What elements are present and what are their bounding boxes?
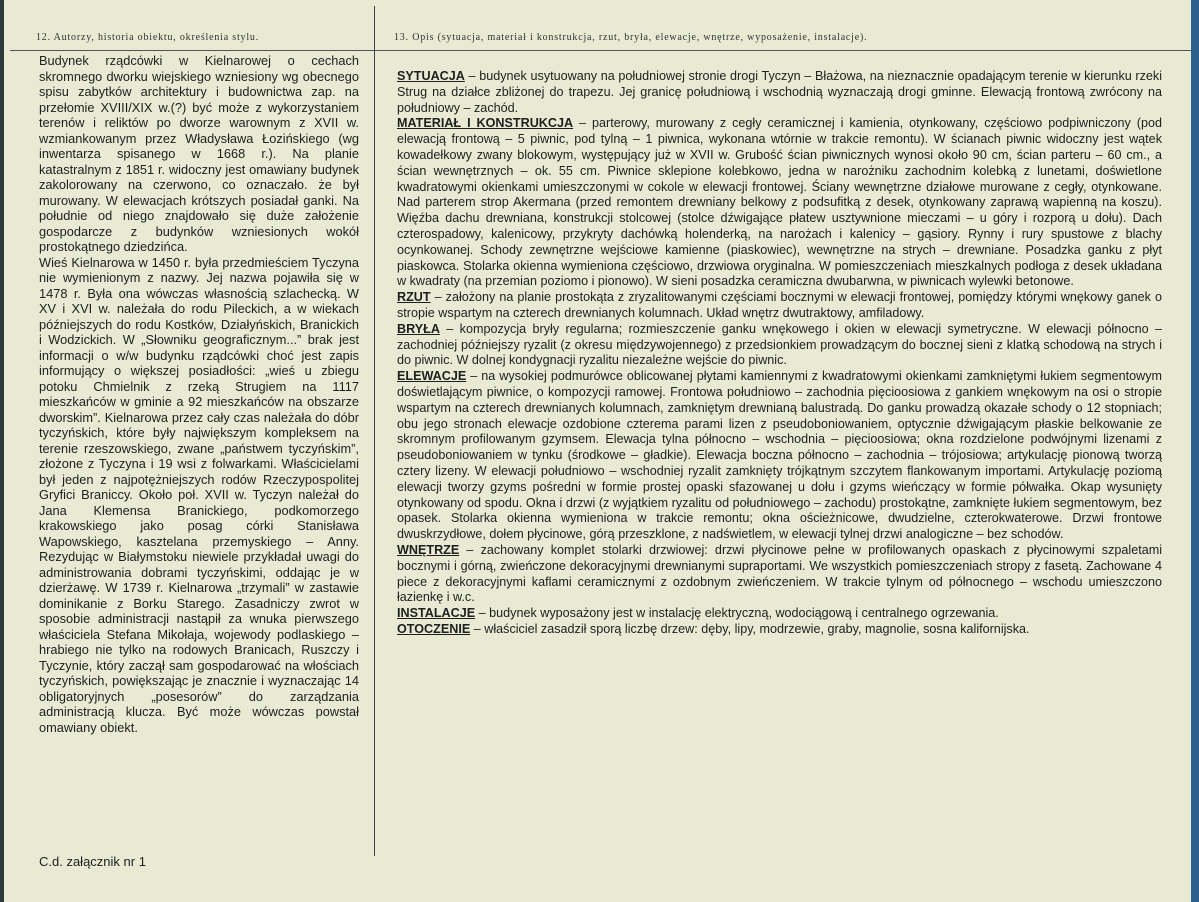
section-interior [397, 543, 1162, 606]
section-label: RZUT [397, 290, 431, 305]
section-surroundings [397, 622, 1162, 638]
section-label: ELEWACJE [397, 369, 467, 384]
section-label: BRYŁA [397, 321, 440, 336]
section-label: MATERIAŁ I KONSTRUKCJA [397, 116, 574, 131]
history-heading: 12. Autorzy, historia obiektu, określenia stylu. [36, 32, 259, 43]
scan-left-edge [0, 0, 4, 902]
section-text: – kompozycja bryły regularna; rozmieszczenie ganku wnękowego i okien w elewacji symetryczne. W elewacji północno – zachodniej późniejszy ryzalit (z okresu międzywojennego) z przedsionkiem prowadzącym do bocznej sieni z klatką schodową na strych i do piwnic. W dolnej kondygnacji ryzalitu niezależne wejście do piwnic. [397, 321, 1162, 368]
scan-right-edge [1191, 0, 1199, 902]
section-label: INSTALACJE [397, 606, 476, 621]
section-label: WNĘTRZE [397, 542, 460, 557]
history-paragraph: Wieś Kielnarowa w 1450 r. była przedmieściem Tyczyna nie wymienionym z nazwy. Jej nazwa pojawiła się w 1478 r. Była ona wówczas własnością szlachecką. W XV i XVI w. należała do rodu Pileckich, a w wiekach późniejszych do rodu Kostków, Działyńskich, Branickich i Wodzickich. W „Słowniku geograficznym...” brak jest informacji o w/w budynku rządcówki choć jest zapis informujący o większej posiadłości: „wieś u zbiegu potoku Chmielnik z rzeką Strugiem na 1117 mieszkańców w gminie a 92 mieszkańców na obszarze dworskim”. Kielnarowa przez cały czas należała do dóbr tyczyńskich, które były największym kompleksem na terenie rzeszowskiego, zwane „państwem tyczyńskim”, złożone z Tyczyna i 19 wsi z folwarkami. Właścicielami był jeden z najpotężniejszych rodów Rzeczypospolitej Gryfici Braniccy. Około poł. XVII w. Tyczyn należał do Jana Klemensa Branickiego, podkomorzego krakowskiego jako posag córki Stanisława Wapowskiego, kasztelana przemyskiego – Anny. Rezydując w Białymstoku niewiele przykładał uwagi do administrowania dobrami tyczyńskimi, oddając je w dzierżawę. W 1739 r. Kielnarowa „trzymali” w zastawie dominikanie z Borku Starego. Zasadniczy zwrot w sposobie administracji nastąpił za wnuka pierwszego właściciela Stefana Mikołaja, wojewody podlaskiego – hrabiego nie tylko na rodowych Branicach, Ruszczy i Tyczynie, który zaczął sam gospodarować na włościach tyczyńskich, powiększając je znacznie i wyznaczając 14 obligatoryjnych „posesorów” do zarządzania administracją klucza. Być może wówczas powstał omawiany obiekt. [39, 254, 359, 735]
section-label: OTOCZENIE [397, 621, 471, 636]
section-elevations [397, 369, 1162, 543]
section-material [397, 116, 1162, 290]
description-column [397, 69, 1162, 749]
section-installations [397, 606, 1162, 622]
section-text: – zachowany komplet stolarki drzwiowej: drzwi płycinowe pełne w profilowanych opaskach z płycinowymi szpaletami bocznymi i górną, zwieńczone dekoracyjnymi drewnianymi supraportami. We wszystkich pomieszczeniach stropy z fasetą. Zachowane 4 piece z dekoracyjnymi kaflami ceramicznymi z ozdobnym zwieńczeniem. W trakcie tylnym od północnego – wschodu umieszczono łazienkę i w.c. [397, 542, 1162, 605]
history-paragraph: Budynek rządcówki w Kielnarowej o cechach skromnego dworku wiejskiego wzniesiony wg obecnego spisu zabytków architektury i budownictwa zap. na przełomie XVIII/XIX w.(?) być może z wykorzystaniem terenów i reliktów po dworze warownym z XVII w. wzmiankowanym przez Władysława Łozińskiego (wg inwentarza spisanego w 1668 r.). Na planie katastralnym z 1851 r. widoczny jest omawiany budynek zakolorowany na czerwono, co oznaczało. że był murowany. W elewacjach krótszych posiadał ganki. Na południe od niego znajdowało się duże założenie gospodarcze z budynków wzniesionych wokół prostokątnego dziedzińca. [39, 53, 359, 254]
column-divider [374, 6, 375, 856]
section-text: – właściciel zasadził sporą liczbę drzew: dęby, lipy, modrzewie, graby, magnolie, sosna kalifornijska. [470, 621, 1030, 636]
section-text: – budynek usytuowany na południowej stronie drogi Tyczyn – Błażowa, na nieznacznie opadającym terenie w kierunku rzeki Strug na działce zbliżonej do trapezu. Jej granicę południową i wschodnią wyznaczają drogi gminne. Elewacją frontową zwrócony na południowy – zachód. [397, 69, 1162, 115]
section-text: – na wysokiej podmurówce oblicowanej płytami kamiennymi z kwadratowymi okienkami zamkniętymi łukiem segmentowym doświetlającym piwnice, o kompozycji ramowej. Frontowa południowo – zachodnia pięcioosiowa z gankiem wnękowym na osi o stropie wspartym na czterech drewnianych kolumnach, zamkniętym drewnianą balustradą. Do ganku prowadzą okazałe schody o 12 stopniach; obu jego stronach elewacje ozdobione czterema parami lizen z pseudoboniowaniem, optycznie dźwigającym płaskie belkowanie ze skromnym profilowanym gzymsem. Elewacja tylna północno – wschodnia – pięcioosiowa; okna rozdzielone podwójnymi lizenami z pseudoboniowaniem w tynku (środkowe – gładkie). Elewacja boczna północno – zachodnia – trójosiowa; artykulację pionową tworzą cztery lizeny. W elewacji południowo – wschodniej ryzalit zamknięty trójkątnym szczytem flankowanym importami. Artykulację poziomą elewacji tworzy gzyms pośredni w formie prostej opaski sfazowanej u dołu i gzyms wieńczący w formie półwałka. Okap wysunięty otynkowany od spodu. Okna i drzwi (z wyjątkiem ryzalitu od południowego – zachodu) prostokątne, zamknięte łukiem segmentowym, bez opasek. Stolarka okienna wymieniona w trakcie remontu; okna ościeżnicowe, dwudzielne, czterokwaterowe. Drzwi frontowe dwuskrzydłowe, dołem płycinowe, górą przeszklone, z nadświetlem, w elewacji tylnej drzwi analogiczne – bez schodów. [397, 369, 1162, 542]
history-column [39, 53, 359, 843]
section-text: – założony na planie prostokąta z zryzalitowanymi częściami bocznymi w elewacji frontowej, pomiędzy którymi wnękowy ganek o stropie wspartym na czterech drewnianych kolumnach. Układ wnętrz dwutraktowy, amfiladowy. [397, 290, 1162, 320]
section-plan [397, 290, 1162, 322]
section-text: – parterowy, murowany z cegły ceramicznej i kamienia, otynkowany, częściowo podpiwniczony (pod elewacją frontową – 5 piwnic, pod tylną – 1 piwnica, wykonana wtórnie w trakcie remontu). W ścianach piwnic widoczny jest wątek kowadełkowy zwany blokowym, występujący już w XVII w. Grubość ścian piwnicznych wynosi około 90 cm, ścian parteru – 60 cm., a ścian wewnętrznych – ok. 55 cm. Piwnice sklepione kolebkowo, jedna w narożniku zachodnim kolebką z lunetami, doświetlone kwadratowymi okienkami umieszczonymi w cokole w elewacji frontowej. Ściany wewnętrzne działowe murowane z cegły, otynkowane. Nad parterem strop Akermana (przed remontem drewniany belkowy z podsufitką z desek, otynkowany zaprawą wapienną na koszu). Więźba dachu drewniana, konstrukcji stolcowej (stolce dźwigające płatew usztywnione mieczami – u góry i rozporą u dołu). Dach czterospadowy, kalenicowy, przykryty dachówką holenderką, na narożach i kalenicy – gąsiory. Rynny i rury spustowe z blachy ocynkowanej. Schody zewnętrzne wejściowe kamienne (piaskowiec), wewnętrzne na strych – drewniane. Posadzka ganku z płyt piaskowca. Stolarka okienna wymieniona częściowo, drzwiowa oryginalna. W pomieszczeniach mieszkalnych podłoga z desek układana w kwadraty (na przemian poziomo i pionowo). W sieni posadzka ceramiczna dwubarwna, w piwnicach wylewki betonowe. [397, 116, 1162, 289]
description-heading: 13. Opis (sytuacja, materiał i konstrukcja, rzut, bryła, elewacje, wnętrze, wyposażenie, instalacje). [394, 32, 868, 43]
section-situation [397, 69, 1162, 116]
header-rule [10, 50, 1191, 51]
section-massing [397, 322, 1162, 369]
section-label: SYTUACJA [397, 69, 465, 83]
continuation-note: C.d. załącznik nr 1 [39, 854, 146, 869]
section-text: – budynek wyposażony jest w instalację elektryczną, wodociągową i centralnego ogrzewania. [475, 606, 999, 621]
